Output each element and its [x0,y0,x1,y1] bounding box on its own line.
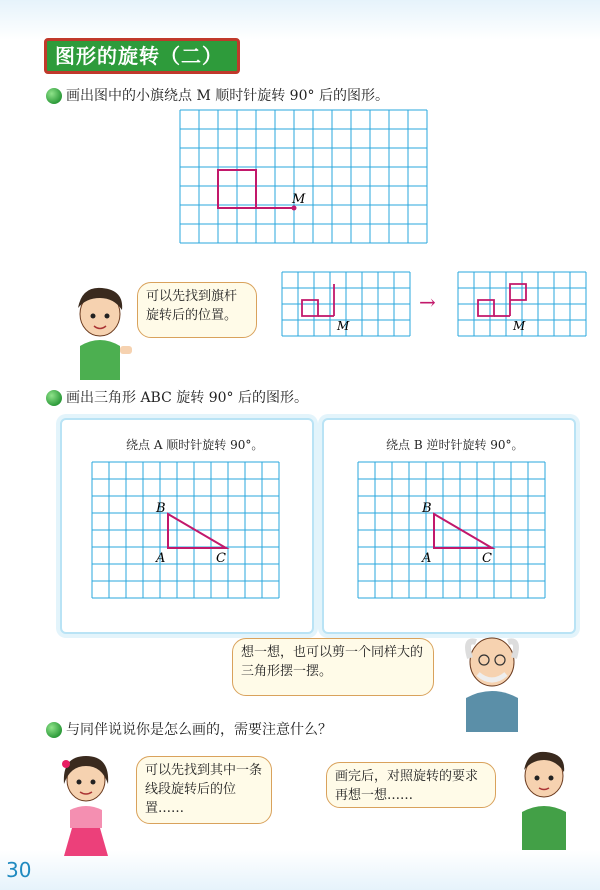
vertex-a-label: A [156,551,166,566]
point-m-label: M [292,192,306,207]
bullet-icon [46,390,62,406]
question-3: 与同伴说说你是怎么画的，需要注意什么？ [66,722,332,738]
example-point-label: M [337,319,350,333]
flag-grid [180,110,440,246]
boy-tip-bubble: 可以先找到旗杆旋转后的位置。 [137,282,257,338]
grandpa-avatar-icon [454,628,530,732]
boy2-tip-bubble: 画完后，对照旋转的要求再想一想…… [326,762,496,808]
example-grid-after [458,272,586,340]
page-number: 30 [6,858,32,882]
vertex-b-label: B [156,501,166,516]
girl-avatar-icon [52,750,122,860]
vertex-b-label: B [422,501,432,516]
vertex-a-label: A [422,551,432,566]
panel-right-caption: 绕点 B 逆时针旋转 90°。 [386,438,524,452]
question-2: 画出三角形 ABC 旋转 90° 后的图形。 [66,390,308,406]
question-1: 画出图中的小旗绕点 M 顺时针旋转 90° 后的图形。 [66,88,389,104]
triangle-grid-right [358,462,550,606]
example-grid-before [282,272,410,340]
girl-tip-bubble: 可以先找到其中一条线段旋转后的位置…… [136,756,272,824]
triangle-grid-left [92,462,284,606]
vertex-c-label: C [216,551,226,566]
bullet-icon [46,88,62,104]
panel-left-caption: 绕点 A 顺时针旋转 90°。 [126,438,264,452]
boy-avatar-icon [512,746,578,850]
arrow-right-icon: → [419,290,436,314]
grandpa-tip-bubble: 想一想，也可以剪一个同样大的三角形摆一摆。 [232,638,434,696]
vertex-c-label: C [482,551,492,566]
lesson-title: 图形的旋转（二） [44,38,240,74]
boy-avatar-icon [66,284,136,380]
bullet-icon [46,722,62,738]
example-point-label-after: M [513,319,526,333]
